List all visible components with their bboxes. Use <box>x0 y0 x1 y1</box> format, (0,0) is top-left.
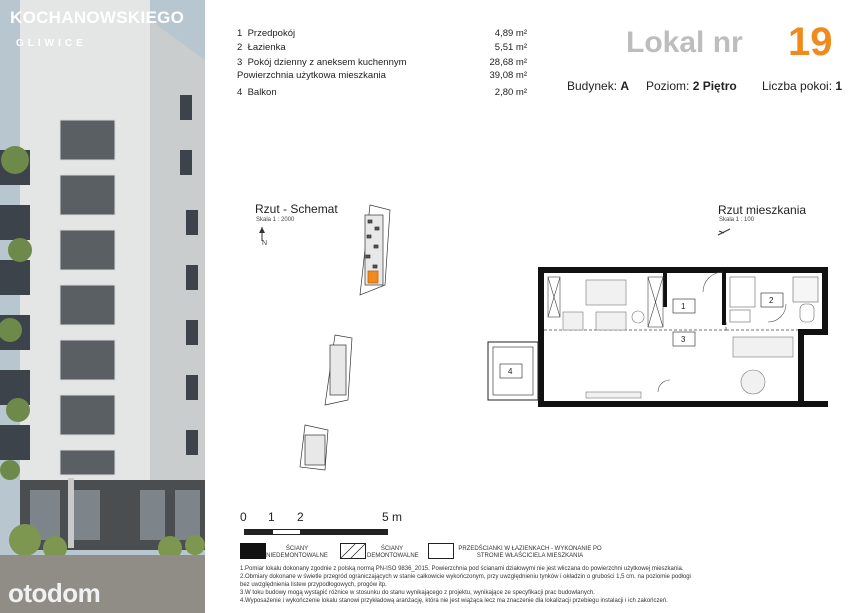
apartment-floor-plan <box>468 262 833 442</box>
scale-tick: 1 <box>268 510 275 524</box>
plan-room-label: 1 <box>681 302 686 311</box>
scale-tick: 0 <box>240 510 247 524</box>
plan-scale: Skala 1 : 100 <box>719 217 755 223</box>
north-label: N <box>262 240 268 247</box>
otodom-watermark: otodom <box>8 578 101 608</box>
footnote: 4.Wyposażenie i wykończenie lokalu stanowi przykładową aranżację, która nie jest wiążąca lecz ma znaczenie dla lokalizacji przebiegu instalacji i ich zakończeń. <box>240 598 668 604</box>
room-row: 3 Pokój dzienny z aneksem kuchennym <box>237 57 407 68</box>
scale-tick: 2 <box>297 510 304 524</box>
room-row: 2 Łazienka <box>237 42 286 53</box>
site-schema-map <box>290 195 420 485</box>
scale-tick: 5 m <box>382 510 403 524</box>
legend-swatch-hatched <box>340 543 366 559</box>
level-meta: Poziom: 2 Piętro <box>646 79 737 93</box>
legend-text: ŚCIANY NIEDEMONTOWALNE <box>266 546 328 559</box>
legend-swatch-solid <box>240 543 266 559</box>
brand-city: GLIWICE <box>16 38 87 49</box>
room-area: 28,68 m² <box>489 57 527 68</box>
legend-swatch-empty <box>428 543 454 559</box>
legend-text: ŚCIANY DEMONTOWALNE <box>367 546 419 559</box>
room-area: 4,89 m² <box>494 28 527 39</box>
lokal-label: Lokal nr <box>626 26 743 59</box>
room-list <box>237 28 537 103</box>
building-photo <box>0 0 205 613</box>
building-meta: Budynek: A <box>567 79 630 93</box>
footnote: bez uwzględnienia listew przypodłogowych, progów itp. <box>240 582 387 588</box>
footnote: 2.Obmiary dokonane w świetle przegród ograniczających w stanie całkowicie wykończonym, przy uwzględnieniu tynków i okładzin o grubości 1,5 cm, na poziomie podłogi <box>240 574 691 580</box>
north-arrow-icon <box>255 225 269 245</box>
room-row: 4 Balkon <box>237 87 277 98</box>
legend-text: PRZEDŚCIANKI W ŁAZIENKACH - WYKONANIE PO STRONIE WŁAŚCICIELA MIESZKANIA <box>458 546 602 559</box>
brand-name: KOCHANOWSKIEGO <box>10 8 185 27</box>
room-area: 5,51 m² <box>494 42 527 53</box>
room-area: 2,80 m² <box>494 87 527 98</box>
schema-title: Rzut - Schemat <box>255 202 338 216</box>
lokal-number: 19 <box>788 20 833 64</box>
total-area-value: 39,08 m² <box>489 70 527 81</box>
scalebar <box>238 510 408 535</box>
plan-room-label: 2 <box>769 296 774 305</box>
schema-scale: Skala 1 : 2000 <box>256 217 295 223</box>
plan-room-label: 4 <box>508 367 513 376</box>
plan-title: Rzut mieszkania <box>718 203 807 217</box>
building-illustration <box>0 0 205 613</box>
footnote: 1.Pomiar lokalu dokonany zgodnie z polską normą PN-ISO 9836_2015. Powierzchnia pod ścianami działowymi nie jest wliczana do powierzchni użytkowej mieszkania. <box>240 566 684 572</box>
total-area-label: Powierzchnia użytkowa mieszkania <box>237 70 386 81</box>
footnote: 3.W toku budowy mogą wystąpić różnice w stosunku do stanu wynikającego z projektu, wynikające ze specyfikacji prac budowlanych. <box>240 590 595 596</box>
rooms-count-meta: Liczba pokoi: 1 <box>762 79 843 93</box>
room-row: 1 Przedpokój <box>237 28 296 39</box>
plan-room-label: 3 <box>681 335 686 344</box>
plan-north-icon <box>716 226 736 238</box>
